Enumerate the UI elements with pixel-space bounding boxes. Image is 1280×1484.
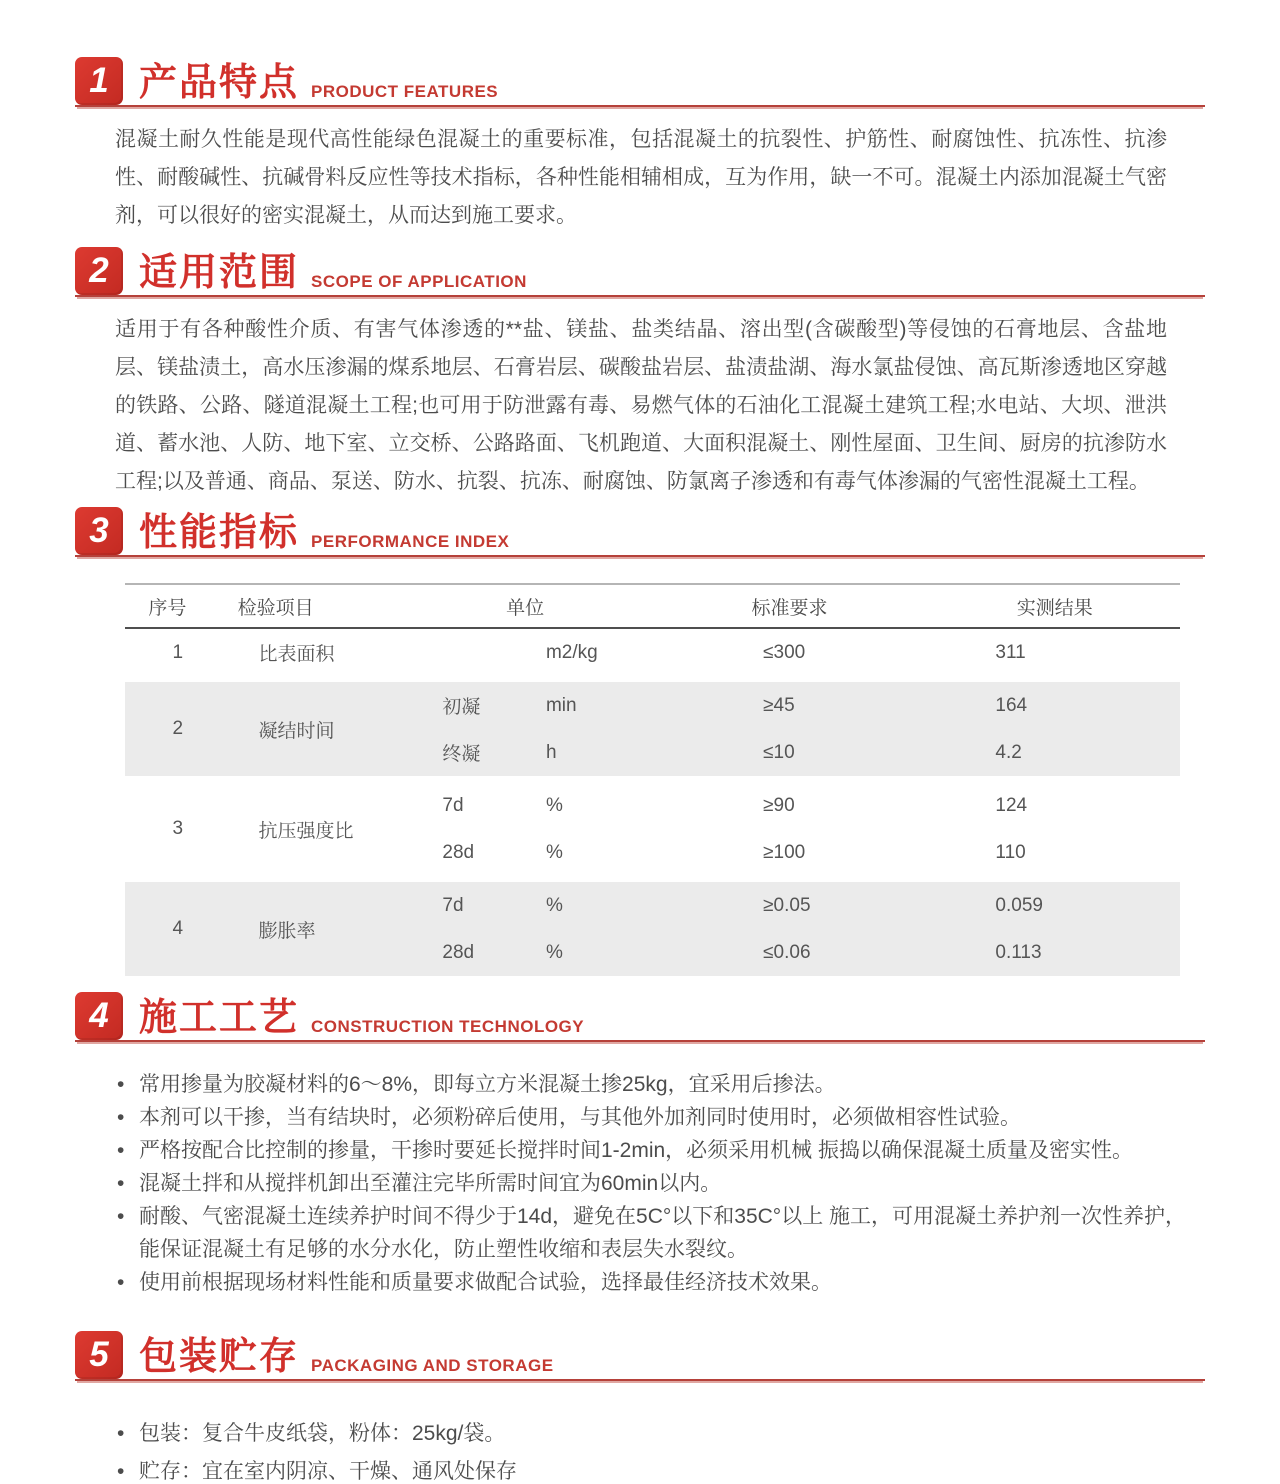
list-item — [117, 1134, 1205, 1167]
list-item-text: 严格按配合比控制的掺量，干掺时要延长搅拌时间1-2min，必须采用机械 振捣以确保混凝土质量及密实性。 — [139, 1139, 1134, 1162]
entry-requirement: ≥90 — [763, 794, 795, 816]
entry-sub: 初凝 — [442, 697, 481, 718]
list-item-text: 本剂可以干掺，当有结块时，必须粉碎后使用，与其他外加剂同时使用时，必须做相容性试验。 — [139, 1106, 1021, 1129]
section-5-header — [75, 1329, 1205, 1381]
section-1-number-badge: 1 — [75, 57, 123, 105]
table-entry — [420, 729, 1180, 776]
section-5-subtitle: PACKAGING AND STORAGE — [311, 1356, 554, 1375]
section-performance-index — [75, 505, 1205, 976]
section-4-subtitle: CONSTRUCTION TECHNOLOGY — [311, 1017, 585, 1036]
table-entry — [420, 629, 1180, 676]
bullet-icon — [117, 1101, 139, 1134]
section-1-subtitle: PRODUCT FEATURES — [311, 82, 499, 101]
entry-requirement: ≤10 — [763, 741, 795, 763]
table-entry — [420, 882, 1180, 929]
entry-unit: min — [545, 694, 577, 716]
entry-unit: % — [545, 794, 563, 816]
entry-unit: % — [545, 941, 563, 963]
section-4-header — [75, 990, 1205, 1042]
section-packaging-storage — [75, 1329, 1205, 1484]
list-item — [117, 1415, 1205, 1453]
section-3-subtitle: PERFORMANCE INDEX — [311, 532, 510, 551]
entry-requirement: ≥45 — [763, 694, 795, 716]
performance-table — [125, 583, 1180, 976]
row-item: 抗压强度比 — [258, 820, 354, 842]
list-item-text: 常用掺量为胶凝材料的6～8%，即每立方米混凝土掺25kg，宜采用后掺法。 — [139, 1073, 836, 1096]
bullet-icon — [117, 1134, 139, 1167]
section-2-header — [75, 245, 1205, 297]
entry-result: 110 — [995, 841, 1026, 863]
list-item — [117, 1266, 1205, 1299]
table-entry — [420, 929, 1180, 976]
product-features-paragraph: 混凝土耐久性能是现代高性能绿色混凝土的重要标准，包括混凝土的抗裂性、护筋性、耐腐蚀性、抗冻性、抗渗性、耐酸碱性、抗碱骨料反应性等技术指标，各种性能相辅相成，互为作用，缺一不可。混凝土内添加混凝土气密剂，可以很好的密实混凝土，从而达到施工要求。 — [115, 128, 1167, 227]
section-3-title: 性能指标 — [139, 512, 300, 554]
section-5-title: 包装贮存 — [139, 1336, 300, 1378]
entry-requirement: ≤300 — [763, 641, 806, 663]
section-2-number-badge: 2 — [75, 247, 123, 295]
entry-unit: h — [545, 741, 557, 763]
bullet-icon — [117, 1167, 139, 1200]
row-item: 凝结时间 — [258, 720, 335, 742]
scope-of-application-paragraph: 适用于有各种酸性介质、有害气体渗透的**盐、镁盐、盐类结晶、溶出型(含碳酸型)等侵蚀的石膏地层、含盐地层、镁盐渍土，高水压渗漏的煤系地层、石膏岩层、碳酸盐岩层、盐渍盐湖、海水氯盐侵蚀、高瓦斯渗透地区穿越的铁路、公路、隧道混凝土工程;也可用于防泄露有毒、易燃气体的石油化工混凝土建筑工程;水电站、大坝、泄洪道、蓄水池、人防、地下室、立交桥、公路路面、飞机跑道、大面积混凝土、刚性屋面、卫生间、厨房的抗渗防水工程;以及普通、商品、泵送、防水、抗裂、抗冻、耐腐蚀、防氯离子渗透和有毒气体渗漏的气密性混凝土工程。 — [115, 318, 1167, 493]
list-item-text: 混凝土拌和从搅拌机卸出至灌注完毕所需时间宜为60min以内。 — [139, 1172, 722, 1195]
section-construction-technology — [75, 990, 1205, 1299]
section-4-number-badge: 4 — [75, 992, 123, 1040]
col-header-result: 实测结果 — [1016, 597, 1093, 619]
table-row-expansion-rate — [125, 882, 1180, 976]
section-2-subtitle: SCOPE OF APPLICATION — [311, 272, 527, 291]
entry-result: 0.113 — [995, 941, 1042, 963]
entry-result: 124 — [995, 794, 1028, 816]
construction-technology-list — [117, 1068, 1205, 1299]
entry-sub: 28d — [442, 941, 475, 963]
row-index: 2 — [172, 718, 184, 739]
entry-result: 4.2 — [995, 741, 1022, 763]
entry-unit: % — [545, 894, 563, 916]
entry-sub: 7d — [442, 894, 464, 916]
col-header-requirement: 标准要求 — [751, 597, 828, 619]
section-3-header — [75, 505, 1205, 557]
list-item — [117, 1200, 1205, 1266]
entry-sub: 终凝 — [442, 744, 481, 765]
list-item-text: 包装：复合牛皮纸袋，粉体：25kg/袋。 — [139, 1422, 506, 1445]
row-index: 4 — [172, 918, 184, 939]
list-item-text: 贮存：宜在室内阴凉、干燥、通风处保存 — [139, 1460, 517, 1483]
entry-unit: % — [545, 841, 563, 863]
bullet-icon — [117, 1415, 139, 1453]
entry-result: 0.059 — [995, 894, 1043, 916]
table-row-setting-time — [125, 682, 1180, 776]
bullet-icon — [117, 1200, 139, 1266]
bullet-icon — [117, 1266, 139, 1299]
bullet-icon — [117, 1068, 139, 1101]
col-header-item: 检验项目 — [237, 597, 314, 619]
col-header-index: 序号 — [148, 597, 187, 619]
table-header-row — [125, 583, 1180, 629]
entry-requirement: ≥100 — [763, 841, 806, 863]
table-entry — [420, 829, 1180, 876]
row-item: 膨胀率 — [258, 920, 316, 942]
entry-sub: 7d — [442, 794, 464, 816]
entry-sub: 28d — [442, 841, 475, 863]
section-5-number-badge: 5 — [75, 1331, 123, 1379]
list-item-text: 耐酸、气密混凝土连续养护时间不得少于14d，避免在5C°以下和35C°以上 施工，可用混凝土养护剂一次性养护，能保证混凝土有足够的水分水化，防止塑性收缩和表层失水裂纹。 — [139, 1205, 1187, 1261]
list-item — [117, 1101, 1205, 1134]
list-item — [117, 1068, 1205, 1101]
section-3-number-badge: 3 — [75, 507, 123, 555]
row-index: 1 — [172, 641, 184, 663]
entry-requirement: ≥0.05 — [763, 894, 811, 916]
entry-unit: m2/kg — [545, 641, 598, 663]
list-item — [117, 1453, 1205, 1484]
table-entry — [420, 682, 1180, 729]
section-1-header — [75, 55, 1205, 107]
section-2-title: 适用范围 — [139, 252, 300, 294]
list-item — [117, 1167, 1205, 1200]
entry-result: 311 — [995, 641, 1026, 663]
section-1-title: 产品特点 — [139, 62, 300, 104]
entry-requirement: ≤0.06 — [763, 941, 811, 963]
packaging-storage-list — [117, 1415, 1205, 1484]
row-item: 比表面积 — [258, 644, 335, 665]
row-index: 3 — [172, 818, 184, 839]
section-scope-of-application — [75, 245, 1205, 501]
bullet-icon — [117, 1453, 139, 1484]
entry-result: 164 — [995, 694, 1028, 716]
col-header-unit: 单位 — [506, 597, 545, 619]
section-product-features — [75, 55, 1205, 235]
list-item-text: 使用前根据现场材料性能和质量要求做配合试验，选择最佳经济技术效果。 — [139, 1271, 832, 1294]
table-entry — [420, 782, 1180, 829]
table-row-compressive-strength-ratio — [125, 782, 1180, 876]
section-4-title: 施工工艺 — [139, 997, 300, 1039]
table-row-specific-surface — [125, 629, 1180, 676]
